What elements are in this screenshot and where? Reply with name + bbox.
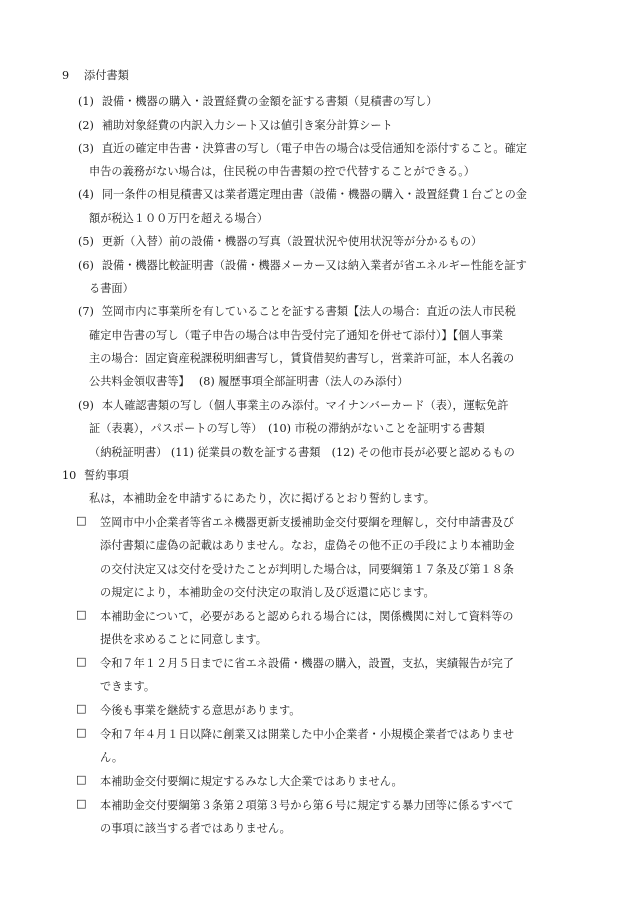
attachment-item-5	[78, 233, 482, 249]
attachment-item-1	[78, 93, 438, 109]
item-text: 直近の確定申告書・決算書の写し（電子申告の場合は受信通知を添付すること。確定	[101, 142, 527, 155]
checkbox[interactable]: □	[76, 702, 87, 715]
attachment-item-6	[78, 257, 527, 273]
pledge-7-line-1: 本補助金交付要綱第３条第２項第３号から第６号に規定する暴力団等に係るすべて	[100, 799, 514, 812]
attachment-item-9-cont-2: （納税証明書） (11) 従業員の数を証する書類 (12) その他市長が必要と認めるもの	[89, 446, 515, 459]
attachment-item-4-cont: 額が税込１００万円を超える場合）	[89, 212, 269, 225]
pledge-1-line-4: の規定により，本補助金の交付決定の取消し及び返還に応じます。	[100, 586, 435, 599]
checkbox[interactable]: □	[76, 797, 87, 810]
section-10-number: 10	[62, 469, 77, 482]
pledge-7-line-2: の事項に該当する者ではありません。	[100, 822, 291, 835]
item-number: (7)	[78, 305, 94, 318]
item-text: 補助対象経費の内訳入力シート又は値引き案分計算シート	[101, 119, 393, 132]
pledge-1-line-2: 添付書類に虚偽の記載はありません。なお，虚偽その他不正の手段により本補助金	[100, 539, 515, 552]
attachment-item-3	[78, 140, 527, 156]
item-number: (9)	[78, 399, 94, 412]
checkbox[interactable]: □	[76, 726, 87, 739]
pledge-intro: 私は，本補助金を申請するにあたり，次に掲げるとおり誓約します。	[89, 492, 435, 505]
checkbox[interactable]: □	[76, 655, 87, 668]
checkbox[interactable]: □	[76, 773, 87, 786]
item-number: (6)	[78, 259, 94, 272]
checkbox[interactable]: □	[76, 608, 87, 621]
item-text: 設備・機器の購入・設置経費の金額を証する書類（見積書の写し）	[101, 95, 438, 108]
section-9-title: 添付書類	[84, 69, 129, 82]
item-number: (2)	[78, 119, 94, 132]
section-10-heading	[62, 467, 129, 483]
pledge-2-line-2: 提供を求めることに同意します。	[100, 633, 267, 646]
attachment-item-7-cont-3: 公共料金領収書等】 (8) 履歴事項全部証明書（法人のみ添付）	[89, 375, 409, 388]
attachment-item-7-cont-1: 確定申告書の写し（電子申告の場合は申告受付完了通知を併せて添付）】【個人事業	[89, 329, 503, 342]
pledge-1-line-3: の交付決定又は交付を受けたことが判明した場合は，同要綱第１７条及び第１８条	[100, 563, 514, 576]
pledge-3-line-2: できます。	[100, 680, 156, 693]
attachment-item-7	[78, 303, 516, 319]
pledge-5-line-2: ん。	[100, 751, 124, 764]
attachment-item-9-cont-1: 証（表裏），パスポートの写し等） (10) 市税の滞納がないことを証明する書類	[89, 422, 485, 435]
item-number: (1)	[78, 95, 94, 108]
pledge-5-line-1: 令和７年４月１日以降に創業又は開業した中小企業者・小規模企業者ではありませ	[100, 728, 514, 741]
section-9-heading	[62, 67, 129, 83]
attachment-item-9	[78, 397, 508, 413]
attachment-item-6-cont: る書面）	[89, 282, 134, 295]
item-number: (4)	[78, 188, 94, 201]
pledge-4-line-1: 今後も事業を継続する意思があります。	[100, 704, 301, 717]
section-10-title: 誓約事項	[84, 469, 129, 482]
item-text: 更新（入替）前の設備・機器の写真（設置状況や使用状況等が分かるもの）	[101, 235, 483, 248]
pledge-2-line-1: 本補助金について，必要があると認められる場合には，関係機関に対して資料等の	[100, 610, 514, 623]
attachment-item-4	[78, 186, 527, 202]
attachment-item-3-cont: 申告の義務がない場合は，住民税の申告書類の控で代替することができる。）	[89, 165, 475, 178]
item-number: (3)	[78, 142, 94, 155]
attachment-item-2	[78, 117, 393, 133]
checkbox[interactable]: □	[76, 514, 87, 527]
item-number: (5)	[78, 235, 94, 248]
item-text: 本人確認書類の写し（個人事業主のみ添付。マイナンバーカード（表），運転免許	[101, 399, 509, 412]
section-9-number: 9	[62, 69, 70, 82]
item-text: 設備・機器比較証明書（設備・機器メーカー又は納入業者が省エネルギー性能を証す	[101, 259, 527, 272]
pledge-3-line-1: 令和７年１２月５日までに省エネ設備・機器の購入，設置，支払，実績報告が完了	[100, 657, 514, 670]
item-text: 笠岡市内に事業所を有していることを証する書類【法人の場合：直近の法人市民税	[101, 305, 516, 318]
pledge-1-line-1: 笠岡市中小企業者等省エネ機器更新支援補助金交付要綱を理解し，交付申請書及び	[100, 516, 514, 529]
pledge-6-line-1: 本補助金交付要綱に規定するみなし大企業ではありません。	[100, 775, 403, 788]
item-text: 同一条件の相見積書又は業者選定理由書（設備・機器の購入・設置経費１台ごとの金	[101, 188, 527, 201]
attachment-item-7-cont-2: 主の場合：固定資産税課税明細書写し，賃貸借契約書写し，営業許可証，本人名義の	[89, 352, 515, 365]
